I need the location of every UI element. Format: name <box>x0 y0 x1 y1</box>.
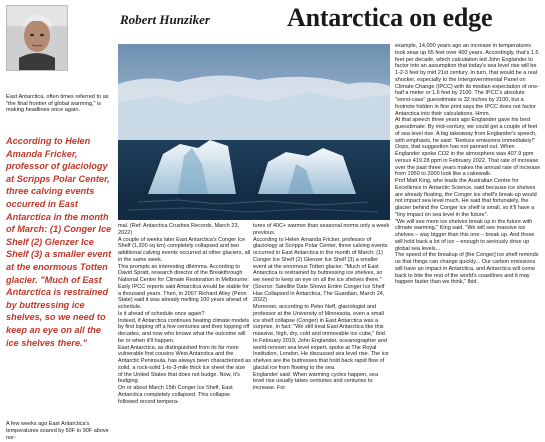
paragraph: Moreover, according to Peter Neff, glaciologist and professor at the University of Minnesota, even a small ice shelf collapse (Conger) in East Antarctica was a surprise, in fact: "We still treat East Antarctica like this massive, high, dry, cold and immovable ice cube," Ibid. <box>253 304 387 337</box>
pull-quote: According to Helen Amanda Fricker, professor of glaciology at Scripps Polar Center, three calving events occurred in East Antarctica in the month of March: (1) Conger Ice Shelf (2) Glenzer Ice Shelf (3) a smaller event at the enormous Totten glacier. "Much of East Antarctica is restrained by buttressing ice shelves, so we need to keep an eye on all the ice shelves there." <box>6 136 112 348</box>
paragraph: In February 2019, John Englander, oceanographer and world-renown sea level expert, spoke at The Royal Institution, London. He discussed sea level rise. The ice shelves are the buttresses that hold back rapid flow of glacial ice from flowing to the sea. <box>253 337 389 371</box>
author-photo <box>6 5 68 71</box>
paragraph: Prof Matt King, who leads the Australian Centre for Excellence in Antarctic Science, said because ice shelves are already floating, the Conger ice shelf's break-up would not impact sea level much. He said that fortunately, the glacier behind the Conger ice shelf is small, so it'll have a "tiny impact on sea level in the future". <box>395 178 537 218</box>
antarctic-ice-shelf-image <box>118 44 390 220</box>
left-column-text: A few weeks ago East Antarctica's temperatures soared by 50F to 90F above nor- <box>6 421 109 441</box>
paragraph: Indeed, if Antarctica continues beating climate models by first lopping off a few centuries and then lopping off decades, and now who knows what the outcome will be or when it'll happen. <box>118 317 250 344</box>
paragraph: The speed of the breakup of [the Conger] ice shelf reminds us that things can change quickly... Our carbon emissions will have an impact in Antarctica, and Antarctica will come back to bite the rest of the world's coastlines and it may happen faster than we think," Ibid. <box>395 252 539 286</box>
paragraph: Oops, that suggestion has not panned out. When Englander spoke CO2 in the atmosphere was 407.9 ppm versus 419.28 ppm in February 2022. That rate of increase over the past three years makes the annual rate of increase from 1950 to 2000 look like a cakewalk. <box>395 144 541 178</box>
paragraph: East Antarctica, as distinguished from its far more vulnerable first cousins West Antarctica and the Antarctic Peninsula, has always been characterized as solid, a rock-solid 1-to-3-mile thick ice sheet the size of the United States that does not budge. Now, it's budging. <box>118 344 251 385</box>
paragraph: According to Helen Amanda Fricker, professor of glaciology at Scripps Polar Center, three calving events occurred in East Antarctica in the month of March: (1) Conger Ice Shelf (2) Glenzer Ice Shelf (3) a smaller event at the enormous Totten glacier. "Much of East Antarctica is restrained by buttressing ice shelves, so we need to keep an eye on all the ice shelves there." (Source: Satellite Date Shows Entire Conger Ice Shelf Has Collapsed in Antarctica, The Guardian, March 24, 2022) <box>253 236 388 304</box>
paragraph: example, 14,000 years ago an increase in temperatures took seas up 65 feet over 400 years. Accordingly, that's 1.5 feet per decade, which calculation led John Englander to factor into an assumption that today's sea level rise will be 1-2-3 feet by mid 21st century. In turn, that would be a real shocker, especially to the Intergovernmental Panel on Climate Change (IPCC) with its median expectation of one-half a meter or 1.6 feet by 2100. The IPCC's absolute "worst-case" guesstimate is 32 inches by 2100, but a footnote hidden in fine print says the IPCC does not factor Antarctica into their calculations. Hmm. <box>395 43 539 117</box>
paragraph: Englander said: When warming cycles happen, sea level rise usually takes centuries and centuries to increase. For <box>253 371 379 391</box>
paragraph: mal. (Ref: Antarctica Crushes Records, March 23, 2022) <box>118 223 240 236</box>
article-column-4 <box>395 43 541 286</box>
headline: Antarctica on edge <box>287 3 493 32</box>
paragraph: At that speech three years ago Englander gave his best guesstimate: By mid-century, we could get a couple of feet of sea level rise. A big takeaway from Englander's speech, with emphasis, he said: "Reduce emissions immediately!" <box>395 117 538 144</box>
paragraph: On or about March 15th Conger Ice Shelf, East Antarctica completely collapsed. This collapse followed record tempera- <box>118 385 233 405</box>
paragraph: tures of 40C+ warmer than seasonal norms only a week previous. <box>253 223 390 236</box>
article-column-2 <box>118 223 251 405</box>
paragraph: A couple of weeks later East Antarctica's Conger Ice Shelf (1,200 sq km) completely collapsed and two additional calving events occurred at other glaciers, all in the same week. <box>118 236 251 263</box>
paragraph: This prompts an interesting dilemma. According to David Spratt, research director of the Breakthrough National Centre for Climate Restoration in Melbourne: Early IPCC reports said Antarctica would be stable for a thousand years. Then, in 2007 Richard Alley (Penn State) said it was already melting 100 years ahead of schedule. <box>118 263 249 310</box>
photo-caption: East Antarctica, often times referred to as "the final frontier of global warming," is making headlines once again. <box>6 94 109 114</box>
article-column-3 <box>253 223 390 392</box>
paragraph: Is it ahead of schedule once again? <box>118 310 205 317</box>
paragraph: "We will see more ice shelves break up in the future with climate warming," King said. "We will see massive ice shelves – way bigger than this one – break up. And those will hold back a lot of ice – enough to seriously drive up global sea levels... <box>395 218 535 252</box>
author-byline: Robert Hunziker <box>120 12 210 27</box>
